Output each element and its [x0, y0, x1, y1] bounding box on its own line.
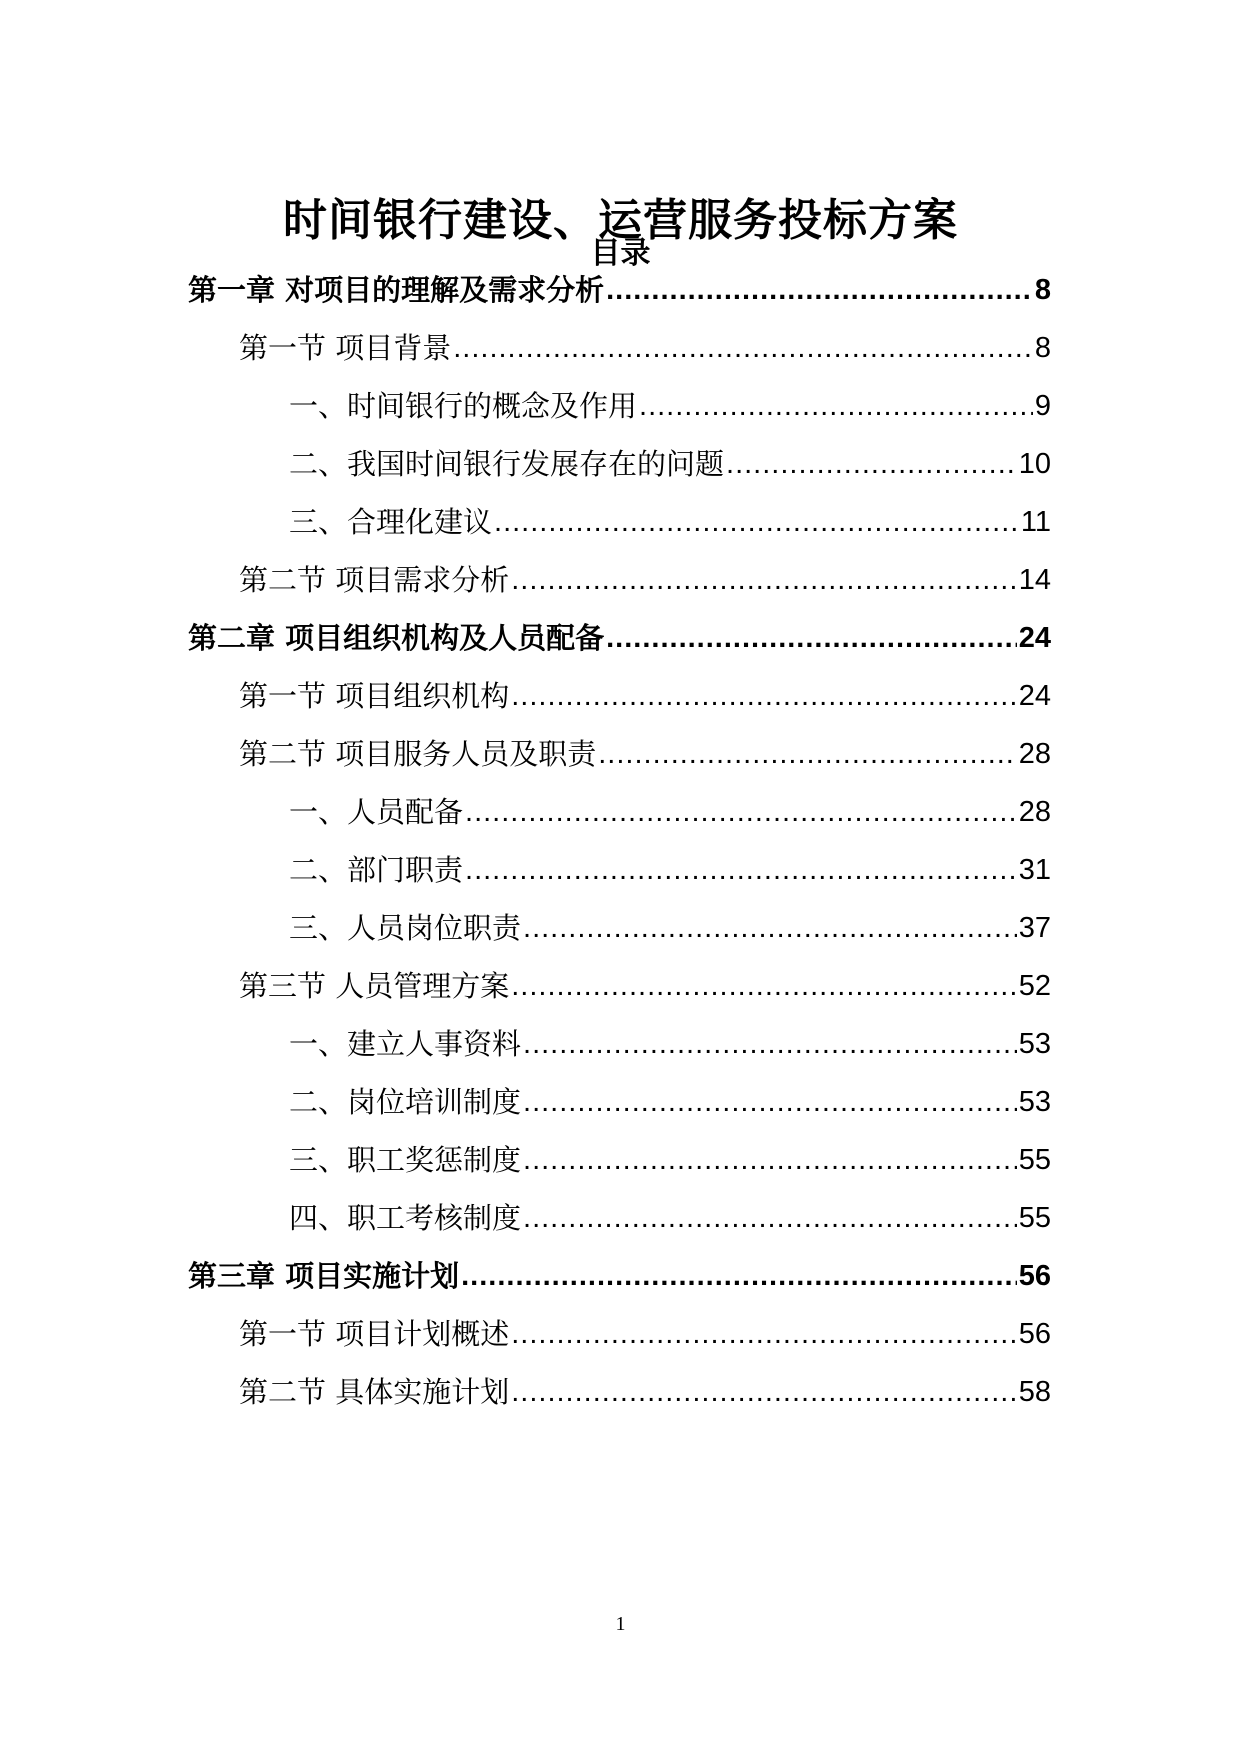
toc-entry-subsection[interactable]	[289, 1133, 1051, 1179]
toc-entry-subsection[interactable]	[289, 901, 1051, 947]
toc-entry-label: 第二章 项目组织机构及人员配备	[188, 621, 605, 655]
toc-entry-page: 56	[1018, 1260, 1051, 1292]
toc-entry-subsection[interactable]	[289, 495, 1051, 541]
toc-entry-label: 第三节 人员管理方案	[239, 969, 510, 1003]
toc-entry-page: 58	[1018, 1376, 1051, 1408]
toc-leader-dots	[523, 1199, 1017, 1237]
toc-entry-page: 37	[1018, 912, 1051, 944]
page-number: 1	[615, 1613, 626, 1635]
toc-leader-dots	[465, 851, 1017, 889]
toc-entry-page: 10	[1018, 448, 1051, 480]
toc-entry-subsection[interactable]	[289, 379, 1051, 425]
toc-entry-chapter-3[interactable]	[188, 1249, 1051, 1295]
toc-entry-label: 三、合理化建议	[289, 505, 493, 539]
toc-leader-dots	[606, 619, 1017, 657]
toc-entry-subsection[interactable]	[289, 1075, 1051, 1121]
toc-entry-page: 53	[1018, 1028, 1051, 1060]
toc-entry-label: 第一节 项目背景	[239, 331, 452, 365]
toc-leader-dots	[523, 1025, 1017, 1063]
toc-entry-label: 第三章 项目实施计划	[188, 1259, 460, 1293]
toc-entry-label: 第二节 项目服务人员及职责	[239, 737, 597, 771]
toc-leader-dots	[511, 967, 1017, 1005]
toc-entry-label: 第二节 项目需求分析	[239, 563, 510, 597]
toc-entry-page: 55	[1018, 1144, 1051, 1176]
toc-entry-section[interactable]	[239, 1307, 1051, 1353]
toc-entry-label: 第一节 项目计划概述	[239, 1317, 510, 1351]
toc-entry-page: 8	[1034, 332, 1051, 364]
toc-leader-dots	[494, 503, 1019, 541]
toc-entry-section[interactable]	[239, 1365, 1051, 1411]
toc-entry-page: 11	[1020, 506, 1051, 538]
toc-entry-section[interactable]	[239, 727, 1051, 773]
toc-entry-page: 24	[1018, 680, 1051, 712]
toc-leader-dots	[523, 1141, 1017, 1179]
toc-entry-label: 三、人员岗位职责	[289, 911, 522, 945]
toc-entry-label: 第一节 项目组织机构	[239, 679, 510, 713]
toc-leader-dots	[523, 909, 1017, 947]
toc-entry-label: 二、岗位培训制度	[289, 1085, 522, 1119]
toc-entry-section[interactable]	[239, 959, 1051, 1005]
toc-leader-dots	[523, 1083, 1017, 1121]
toc-entry-subsection[interactable]	[289, 1017, 1051, 1063]
toc-entry-section[interactable]	[239, 321, 1051, 367]
toc-entry-page: 28	[1018, 796, 1051, 828]
toc-leader-dots	[726, 445, 1017, 483]
toc-leader-dots	[598, 735, 1017, 773]
toc-entry-page: 55	[1018, 1202, 1051, 1234]
toc-entry-page: 14	[1018, 564, 1051, 596]
toc-entry-label: 第一章 对项目的理解及需求分析	[188, 273, 605, 307]
toc-entry-page: 53	[1018, 1086, 1051, 1118]
toc-entry-label: 二、我国时间银行发展存在的问题	[289, 447, 725, 481]
toc-entry-subsection[interactable]	[289, 785, 1051, 831]
toc-leader-dots	[465, 793, 1017, 831]
toc-leader-dots	[453, 329, 1033, 367]
toc-heading: 目录	[590, 236, 651, 271]
toc-entry-subsection[interactable]	[289, 437, 1051, 483]
toc-entry-chapter-2[interactable]	[188, 611, 1051, 657]
toc-entry-subsection[interactable]	[289, 843, 1051, 889]
toc-entry-page: 28	[1018, 738, 1051, 770]
toc-entry-page: 31	[1018, 854, 1051, 886]
toc-entry-section[interactable]	[239, 553, 1051, 599]
toc-entry-page: 8	[1034, 274, 1051, 306]
toc-entry-page: 9	[1034, 390, 1051, 422]
toc-leader-dots	[639, 387, 1033, 425]
toc-entry-page: 52	[1018, 970, 1051, 1002]
toc-entry-label: 一、人员配备	[289, 795, 464, 829]
toc-entry-label: 第二节 具体实施计划	[239, 1375, 510, 1409]
toc-entry-label: 二、部门职责	[289, 853, 464, 887]
toc-entry-chapter-1[interactable]	[188, 263, 1051, 309]
toc-leader-dots	[606, 271, 1033, 309]
toc-entry-page: 24	[1018, 622, 1051, 654]
toc-entry-label: 三、职工奖惩制度	[289, 1143, 522, 1177]
toc-entry-label: 四、职工考核制度	[289, 1201, 522, 1235]
toc-leader-dots	[511, 1315, 1017, 1353]
toc-entry-subsection[interactable]	[289, 1191, 1051, 1237]
toc-leader-dots	[511, 677, 1017, 715]
toc-leader-dots	[511, 1373, 1017, 1411]
toc-entry-section[interactable]	[239, 669, 1051, 715]
page-title: 时间银行建设、运营服务投标方案	[283, 195, 958, 247]
toc-leader-dots	[461, 1257, 1017, 1295]
toc-entry-label: 一、时间银行的概念及作用	[289, 389, 638, 423]
toc-entry-page: 56	[1018, 1318, 1051, 1350]
toc-leader-dots	[511, 561, 1017, 599]
toc-entry-label: 一、建立人事资料	[289, 1027, 522, 1061]
